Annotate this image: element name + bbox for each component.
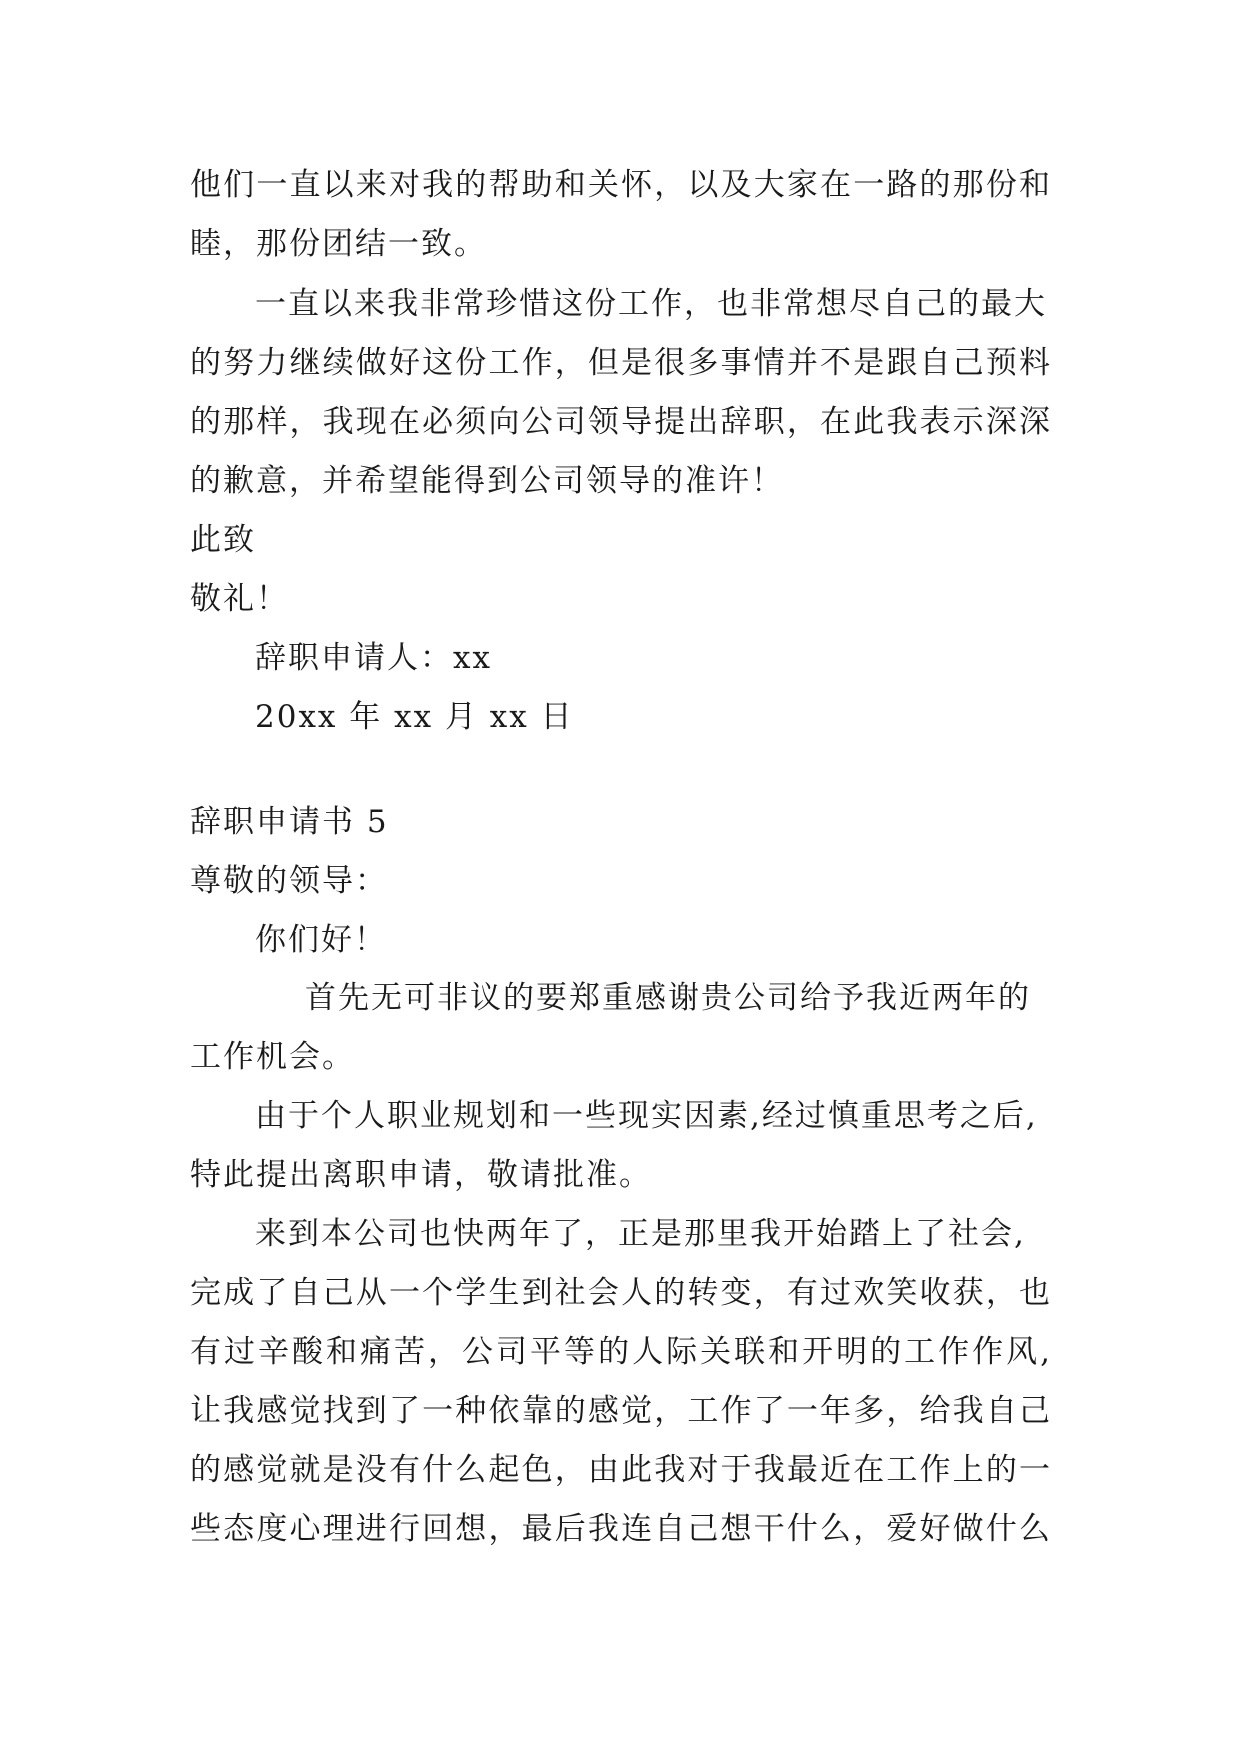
paragraph-line: 让我感觉找到了一种依靠的感觉，工作了一年多，给我自己 — [190, 1393, 1050, 1429]
paragraph-line: 工作机会。 — [190, 1039, 355, 1075]
paragraph-line: 一直以来我非常珍惜这份工作，也非常想尽自己的最大 — [255, 286, 1047, 322]
paragraph-line: 完成了自己从一个学生到社会人的转变，有过欢笑收获，也 — [190, 1275, 1050, 1311]
closing-line: 敬礼！ — [190, 581, 289, 617]
paragraph-line: 特此提出离职申请，敬请批准。 — [190, 1157, 652, 1193]
paragraph-line: 他们一直以来对我的帮助和关怀，以及大家在一路的那份和 — [190, 167, 1050, 203]
paragraph-line: 些态度心理进行回想，最后我连自己想干什么，爱好做什么 — [190, 1511, 1050, 1547]
paragraph-line: 的那样，我现在必须向公司领导提出辞职，在此我表示深深 — [190, 404, 1050, 440]
paragraph-line: 睦，那份团结一致。 — [190, 226, 487, 262]
salutation: 尊敬的领导： — [190, 863, 388, 899]
paragraph-line: 首先无可非议的要郑重感谢贵公司给予我近两年的 — [305, 980, 1031, 1016]
paragraph-line: 的努力继续做好这份工作，但是很多事情并不是跟自己预料 — [190, 345, 1050, 381]
paragraph-line: 有过辛酸和痛苦，公司平等的人际关联和开明的工作作风, — [190, 1334, 1050, 1370]
greeting: 你们好！ — [255, 922, 387, 958]
paragraph-line: 的感觉就是没有什么起色，由此我对于我最近在工作上的一 — [190, 1452, 1050, 1488]
closing-line: 此致 — [190, 522, 256, 558]
section-title: 辞职申请书 5 — [190, 804, 389, 840]
date-line: 20xx 年 xx 月 xx 日 — [255, 699, 574, 735]
paragraph-line: 的歉意，并希望能得到公司领导的准许！ — [190, 463, 784, 499]
paragraph-line: 来到本公司也快两年了，正是那里我开始踏上了社会, — [255, 1216, 1026, 1252]
signer-line: 辞职申请人：xx — [255, 640, 492, 676]
paragraph-line: 由于个人职业规划和一些现实因素,经过慎重思考之后, — [255, 1098, 1038, 1134]
